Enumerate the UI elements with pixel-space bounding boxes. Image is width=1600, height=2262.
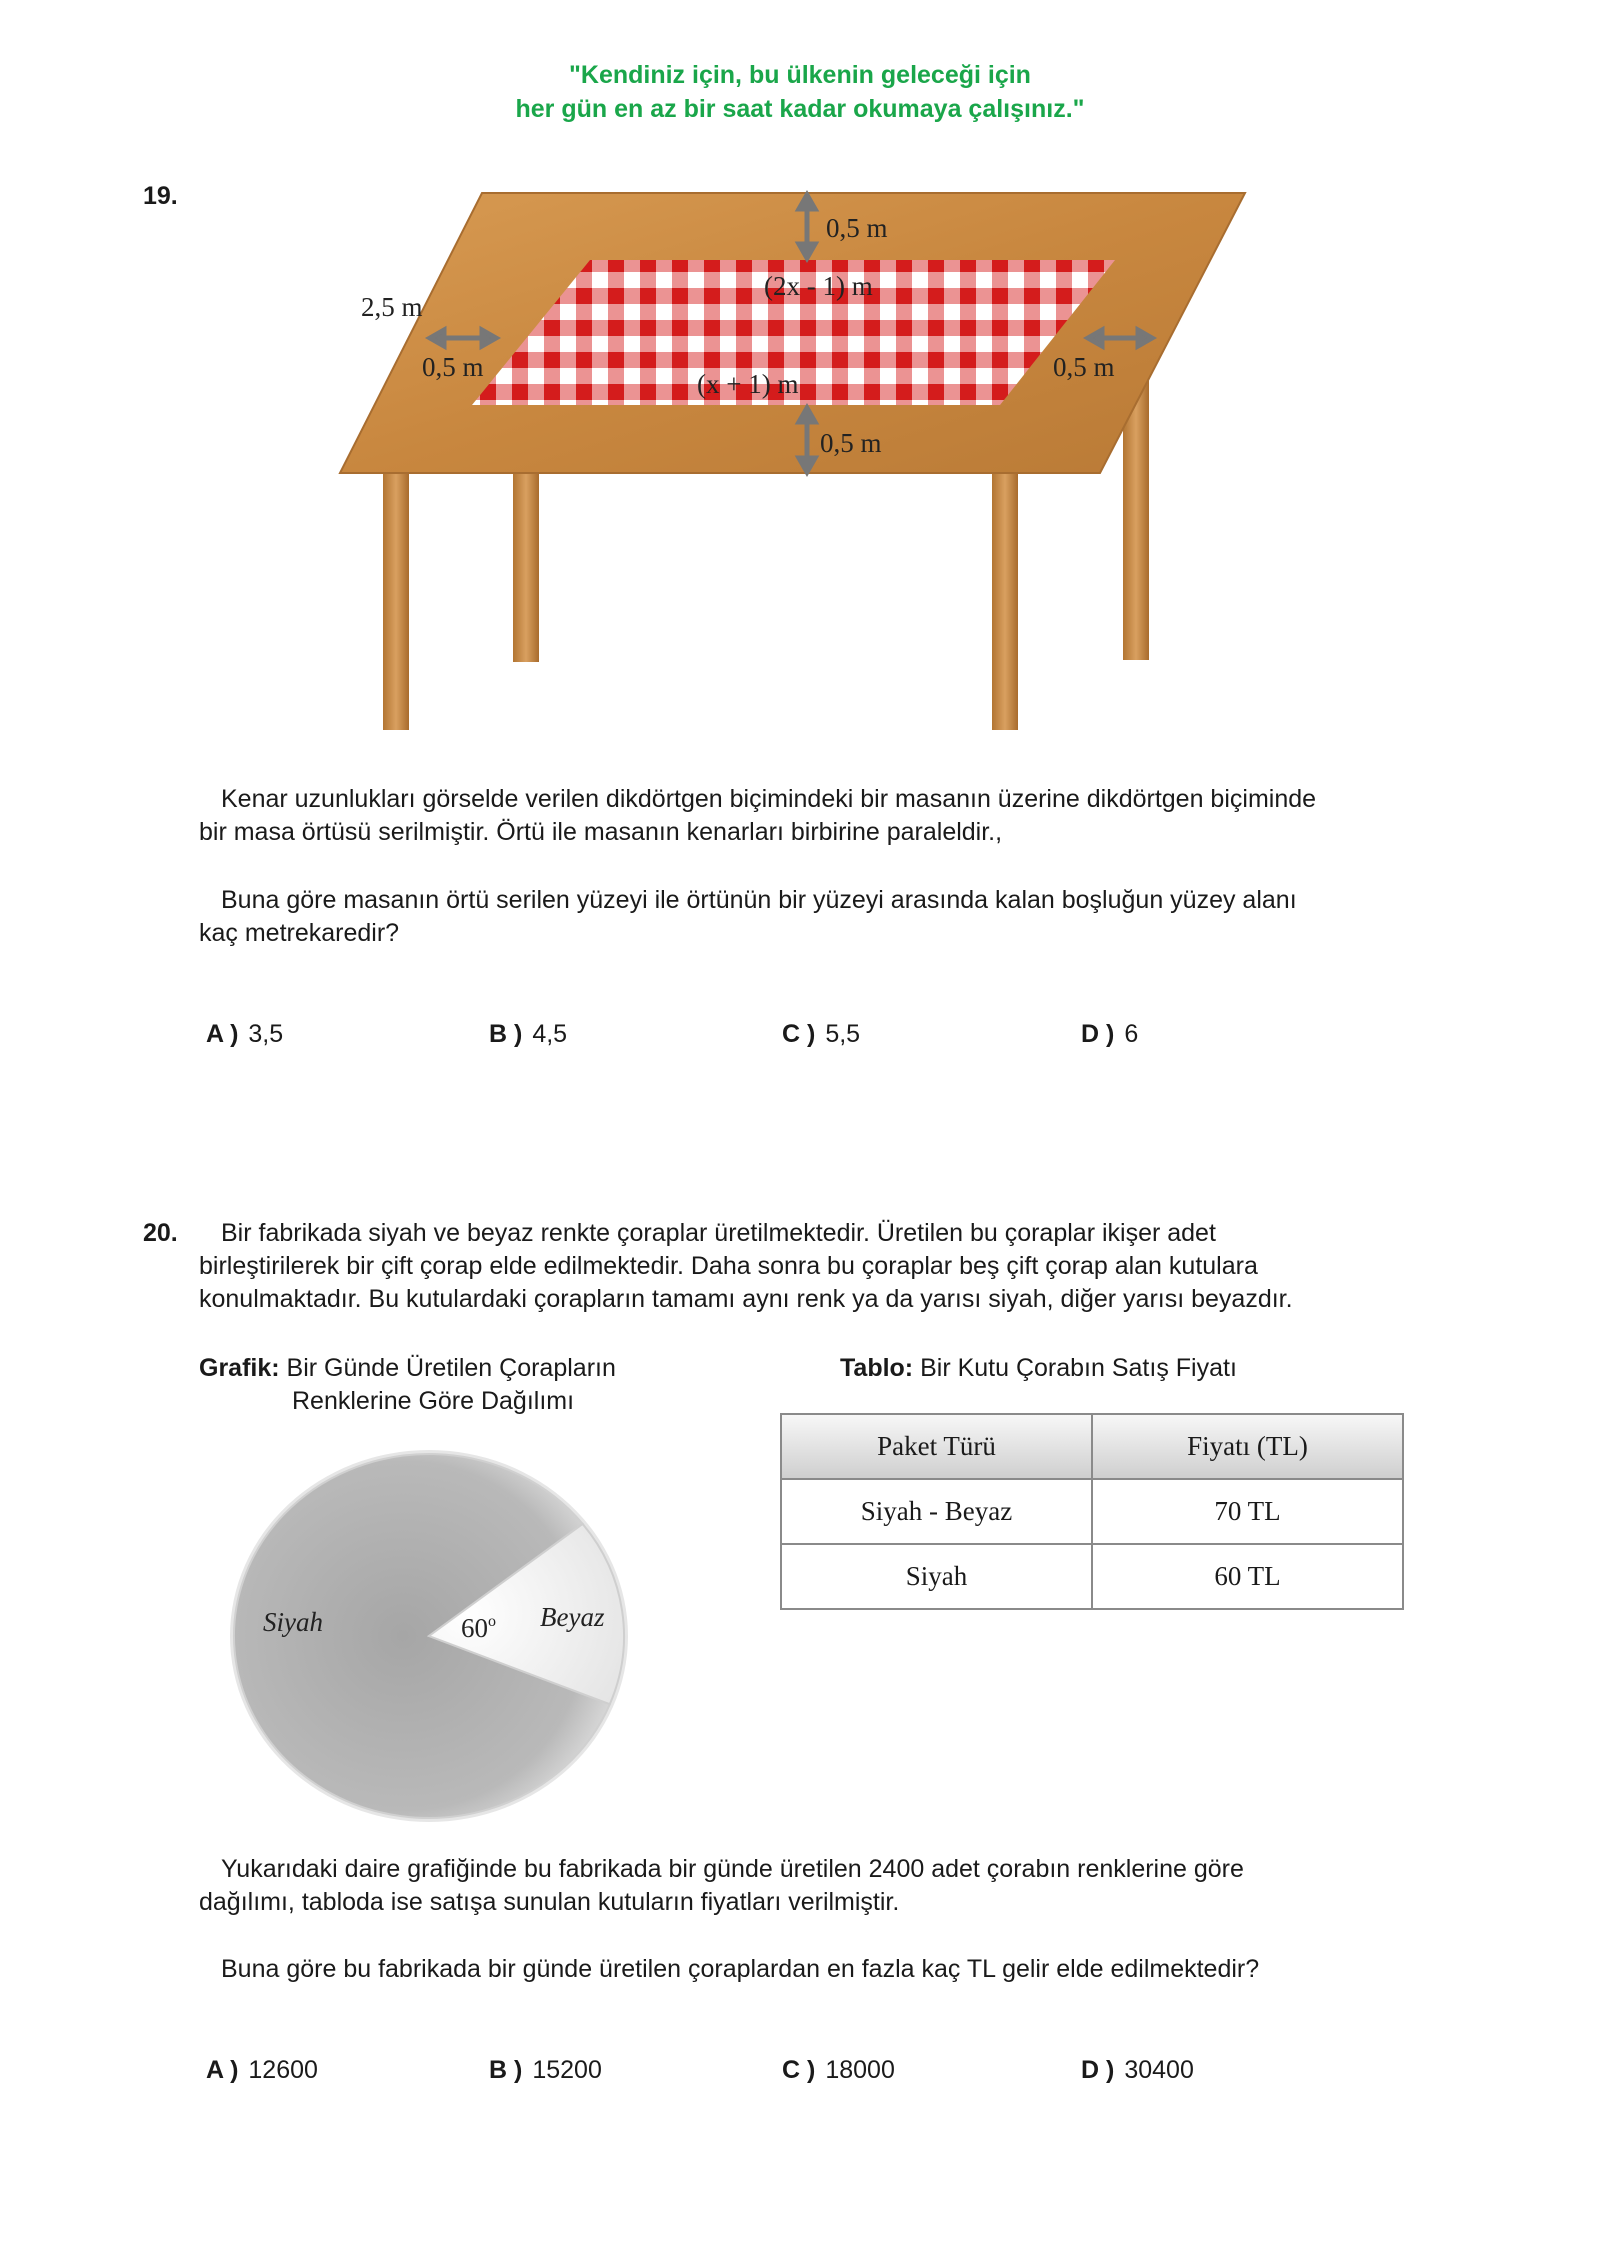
option-value: 30400 [1124, 2056, 1194, 2084]
question-20-intro [199, 1217, 1449, 1316]
question-19-text-1 [199, 783, 1449, 849]
label-table-side: 2,5 m [361, 292, 423, 322]
pie-angle-value: 60 [461, 1613, 488, 1643]
table-header-cell: Paket Türü [781, 1414, 1092, 1479]
table-caption-label: Tablo: [840, 1354, 914, 1382]
question-19-number: 19. [143, 182, 178, 210]
option-value: 12600 [248, 2056, 318, 2084]
option-key: D ) [1081, 2056, 1115, 2084]
option-key: D ) [1081, 1020, 1115, 1048]
q19-option-b[interactable] [489, 1020, 567, 1049]
question-20-text-1-line-2: dağılımı, tabloda ise satışa sunulan kutuların fiyatları verilmiştir. [199, 1888, 900, 1916]
option-key: A ) [206, 1020, 239, 1048]
pie-chart [225, 1440, 635, 1825]
label-cloth-bottom: (x + 1) m [697, 369, 799, 399]
table-header-cell: Fiyatı (TL) [1092, 1414, 1403, 1479]
question-20-text-1-line-1: Yukarıdaki daire grafiğinde bu fabrikada bir günde üretilen 2400 adet çorabın renklerine göre [221, 1855, 1244, 1883]
q19-option-d[interactable] [1081, 1020, 1138, 1049]
option-key: C ) [782, 2056, 816, 2084]
chart-caption-label: Grafik: [199, 1354, 280, 1382]
question-20-intro-line-3: konulmaktadır. Bu kutulardaki çorapların tamamı aynı renk ya da yarısı siyah, diğer yarısı beyazdır. [199, 1285, 1293, 1313]
question-20-intro-line-1: Bir fabrikada siyah ve beyaz renkte çoraplar üretilmektedir. Üretilen bu çoraplar ikişer adet [221, 1219, 1216, 1247]
table-row [781, 1479, 1403, 1544]
chart-caption-line-2: Renklerine Göre Dağılımı [292, 1387, 575, 1415]
question-19-text-1-line-1: Kenar uzunlukları görselde verilen dikdörtgen biçimindeki bir masanın üzerine dikdörtgen biçiminde [221, 785, 1317, 813]
table-cell: 70 TL [1092, 1479, 1403, 1544]
question-20-text-1 [199, 1853, 1449, 1919]
question-19-text-2-line-2: kaç metrekaredir? [199, 919, 400, 947]
option-key: B ) [489, 2056, 523, 2084]
option-key: B ) [489, 1020, 523, 1048]
label-left-gap: 0,5 m [422, 352, 484, 382]
table-leg [992, 470, 1018, 730]
option-value: 15200 [532, 2056, 602, 2084]
table-caption-text: Bir Kutu Çorabın Satış Fiyatı [920, 1354, 1237, 1382]
question-20-text-2 [199, 1953, 1449, 1986]
table-header-row [781, 1414, 1403, 1479]
table-cell: 60 TL [1092, 1544, 1403, 1609]
pie-angle-degree: o [488, 1613, 496, 1630]
q20-option-c[interactable] [782, 2056, 895, 2085]
question-19-text-2-line-1: Buna göre masanın örtü serilen yüzeyi ile örtünün bir yüzeyi arasında kalan boşluğun yüzey alanı [221, 886, 1297, 914]
motto-line-1: "Kendiniz için, bu ülkenin geleceği için [569, 61, 1031, 89]
pie-label-beyaz: Beyaz [540, 1602, 605, 1632]
table-leg [513, 470, 539, 662]
q19-option-c[interactable] [782, 1020, 860, 1049]
option-value: 18000 [825, 2056, 895, 2084]
q20-option-b[interactable] [489, 2056, 602, 2085]
option-value: 3,5 [248, 1020, 284, 1048]
table-cell: Siyah [781, 1544, 1092, 1609]
option-value: 5,5 [825, 1020, 861, 1048]
chart-caption [199, 1352, 616, 1418]
table-row [781, 1544, 1403, 1609]
question-20-number: 20. [143, 1219, 178, 1247]
q20-option-d[interactable] [1081, 2056, 1194, 2085]
label-cloth-top: (2x - 1) m [764, 271, 873, 301]
question-19-text-1-line-2: bir masa örtüsü serilmiştir. Örtü ile masanın kenarları birbirine paraleldir., [199, 818, 1003, 846]
label-bottom-gap: 0,5 m [820, 428, 882, 458]
option-value: 4,5 [532, 1020, 568, 1048]
question-19-text-2 [199, 884, 1449, 950]
question-20-text-2-line: Buna göre bu fabrikada bir günde üretilen çoraplardan en fazla kaç TL gelir elde edilmektedir? [221, 1955, 1260, 1983]
table-cell: Siyah - Beyaz [781, 1479, 1092, 1544]
question-20-intro-line-2: birleştirilerek bir çift çorap elde edilmektedir. Daha sonra bu çoraplar beş çift çorap alan kutulara [199, 1252, 1258, 1280]
table-leg [383, 470, 409, 730]
table-caption [840, 1352, 1237, 1385]
table-illustration [0, 0, 1600, 760]
q19-option-a[interactable] [206, 1020, 283, 1049]
price-table [780, 1413, 1404, 1610]
label-top-gap: 0,5 m [826, 213, 888, 243]
q20-option-a[interactable] [206, 2056, 318, 2085]
motto-line-2: her gün en az bir saat kadar okumaya çalışınız." [515, 95, 1085, 123]
chart-caption-line-1: Bir Günde Üretilen Çorapların [286, 1354, 616, 1382]
pie-label-siyah: Siyah [263, 1607, 323, 1637]
option-value: 6 [1124, 1020, 1139, 1048]
option-key: A ) [206, 2056, 239, 2084]
option-key: C ) [782, 1020, 816, 1048]
label-right-gap: 0,5 m [1053, 352, 1115, 382]
